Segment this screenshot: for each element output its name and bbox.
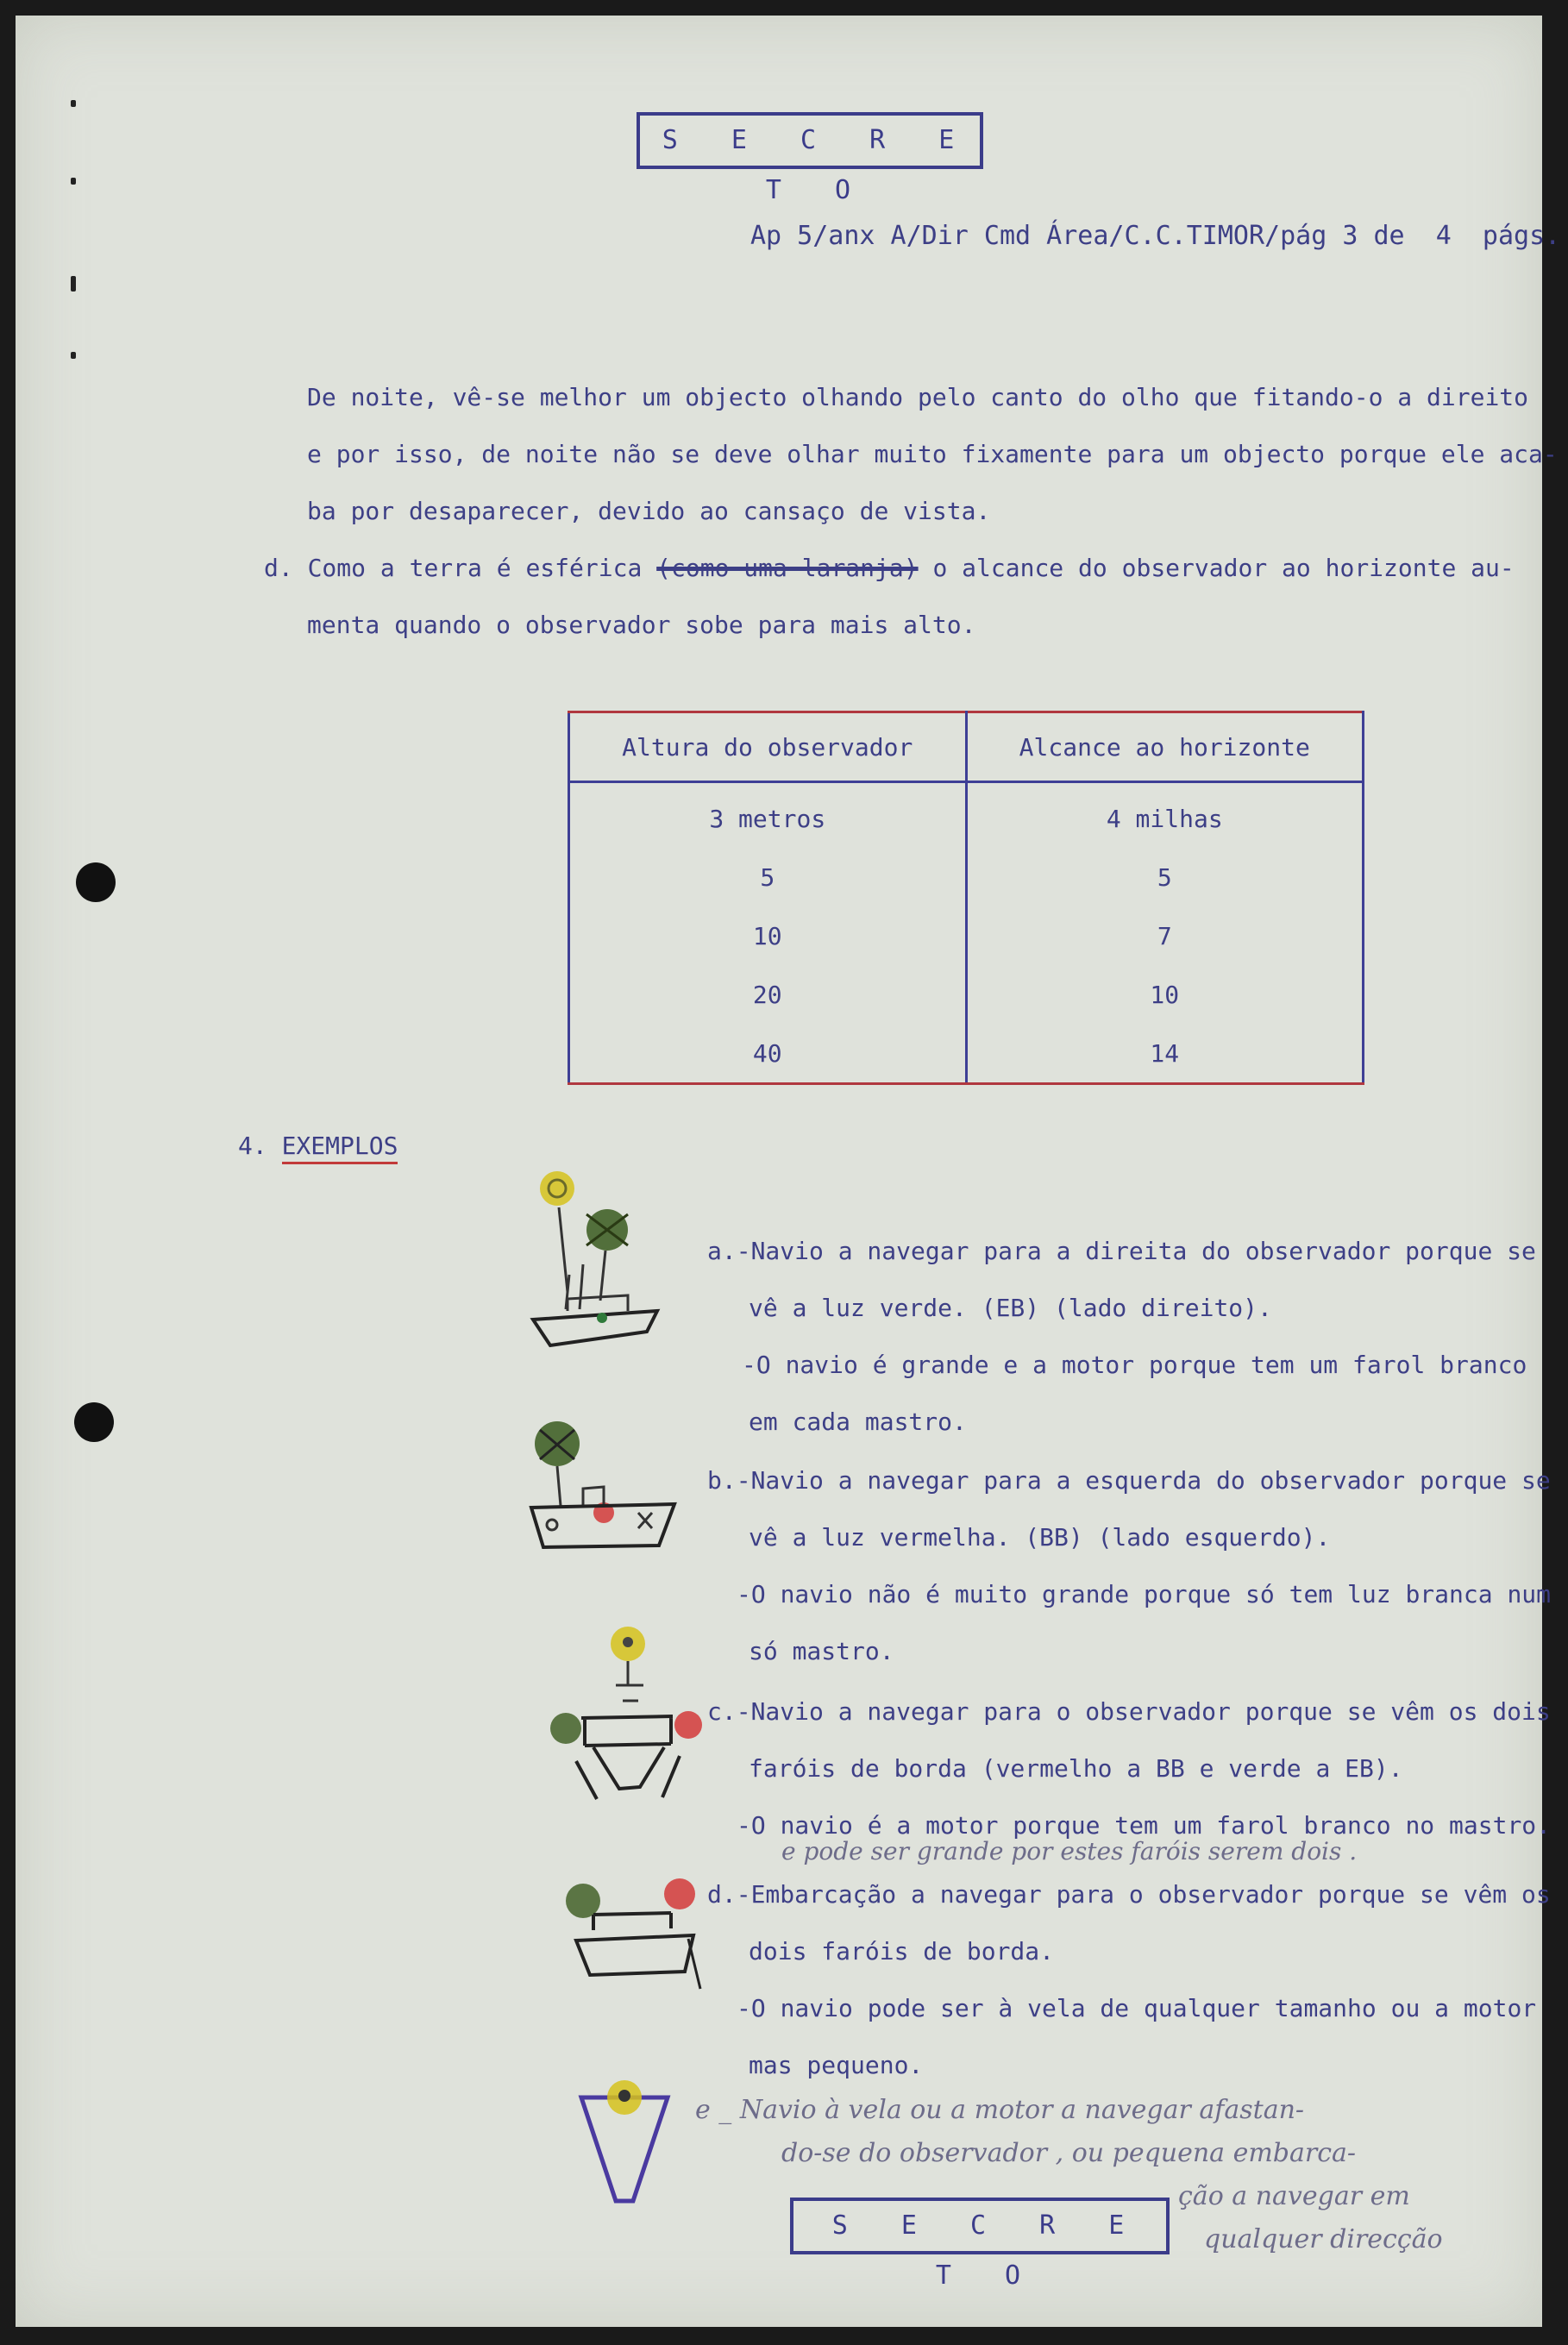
- ship-drawing-d: [559, 1859, 714, 2006]
- example-line: c.-Navio a navegar para o observador porque se vêm os dois: [707, 1697, 1551, 1726]
- table-cell: 10: [966, 965, 1364, 1024]
- table-header-range: Alcance ao horizonte: [966, 712, 1364, 782]
- handwritten-line: do-se do observador , ou pequena embarca-: [781, 2138, 1357, 2168]
- item-d: [264, 540, 1515, 654]
- margin-mark: [71, 352, 76, 359]
- table-row: [569, 782, 1364, 849]
- table-cell: 7: [966, 906, 1364, 965]
- margin-mark: [71, 276, 76, 292]
- table-header-height: Altura do observador: [569, 712, 967, 782]
- example-line: -O navio não é muito grande porque só tem luz branca num: [737, 1580, 1552, 1608]
- example-line: -O navio pode ser à vela de qualquer tamanho ou a motor: [737, 1994, 1537, 2022]
- paragraph-line: ba por desaparecer, devido ao cansaço de vista.: [307, 497, 991, 525]
- item-d-line-1: [264, 540, 1515, 597]
- item-d-marker: d.: [264, 554, 293, 582]
- example-line: faróis de borda (vermelho a BB e verde a EB).: [749, 1754, 1403, 1783]
- example-a: [707, 1223, 1536, 1451]
- example-line: dois faróis de borda.: [749, 1937, 1055, 1966]
- handwritten-note-c: e pode ser grande por estes faróis serem dois .: [781, 1837, 1358, 1865]
- section-number: 4.: [238, 1132, 267, 1160]
- table-cell: 5: [569, 848, 967, 906]
- ship-drawing-a: [516, 1163, 671, 1361]
- item-d-text: Como a terra é esférica: [307, 554, 657, 582]
- table-row: [569, 906, 1364, 965]
- example-line: mas pequeno.: [749, 2051, 924, 2079]
- table-cell: 5: [966, 848, 1364, 906]
- table-row: [569, 965, 1364, 1024]
- ship-drawing-c: [533, 1616, 706, 1823]
- document-page: [16, 16, 1561, 2327]
- example-line: d.-Embarcação a navegar para o observador porque se vêm os: [707, 1880, 1551, 1909]
- example-line: vê a luz verde. (EB) (lado direito).: [749, 1294, 1272, 1322]
- example-d: [707, 1866, 1551, 2094]
- handwritten-line: ção a navegar em: [1178, 2181, 1410, 2211]
- example-line: -O navio é a motor porque tem um farol branco no mastro.: [737, 1811, 1552, 1840]
- ship-drawing-b: [514, 1411, 687, 1566]
- table-row: [569, 1024, 1364, 1084]
- classification-stamp-bottom: [790, 2198, 1170, 2291]
- table-cell: 40: [569, 1024, 967, 1084]
- handwritten-line: e _ Navio à vela ou a motor a navegar afastan-: [695, 2095, 1305, 2125]
- margin-mark: [71, 100, 76, 107]
- table-cell: 4 milhas: [966, 782, 1364, 849]
- example-line: vê a luz vermelha. (BB) (lado esquerdo).: [749, 1523, 1331, 1552]
- handwritten-line: qualquer direcção: [1204, 2224, 1443, 2254]
- example-line: -O navio é grande e a motor porque tem um farol branco: [742, 1351, 1527, 1379]
- table-row: [569, 848, 1364, 906]
- table-cell: 20: [569, 965, 967, 1024]
- paragraph-line: De noite, vê-se melhor um objecto olhando pelo canto do olho que fitando-o a direito: [307, 383, 1529, 411]
- margin-mark: [71, 178, 76, 185]
- section-heading: [238, 1132, 398, 1160]
- paragraph-line: e por isso, de noite não se deve olhar muito fixamente para um objecto porque ele aca-: [307, 440, 1558, 468]
- item-d-line-2: menta quando o observador sobe para mais alto.: [307, 611, 976, 639]
- classification-stamp-top: [637, 112, 983, 205]
- example-line: em cada mastro.: [749, 1408, 967, 1436]
- table-cell: 10: [569, 906, 967, 965]
- paragraph-night-vision: [307, 369, 1558, 540]
- classification-text: S E C R E T O: [662, 125, 974, 205]
- example-b: [707, 1452, 1551, 1680]
- table-cell: 3 metros: [569, 782, 967, 849]
- section-title: EXEMPLOS: [282, 1132, 398, 1164]
- document-reference: Ap 5/anx A/Dir Cmd Área/C.C.TIMOR/pág 3 de 4 págs.: [750, 221, 1561, 251]
- item-d-text: o alcance do observador ao horizonte au-: [918, 554, 1515, 582]
- classification-text: S E C R E T O: [831, 2210, 1144, 2291]
- example-line: a.-Navio a navegar para a direita do observador porque se: [707, 1237, 1536, 1265]
- struck-text: (como uma laranja): [656, 554, 919, 582]
- punch-hole: [74, 1402, 114, 1442]
- punch-hole: [76, 862, 116, 902]
- example-line: só mastro.: [749, 1637, 894, 1665]
- table-cell: 14: [966, 1024, 1364, 1084]
- example-line: b.-Navio a navegar para a esquerda do observador porque se: [707, 1466, 1551, 1495]
- horizon-range-table: [568, 711, 1364, 1085]
- sail-drawing-e: [573, 2080, 676, 2210]
- example-c: [707, 1684, 1551, 1854]
